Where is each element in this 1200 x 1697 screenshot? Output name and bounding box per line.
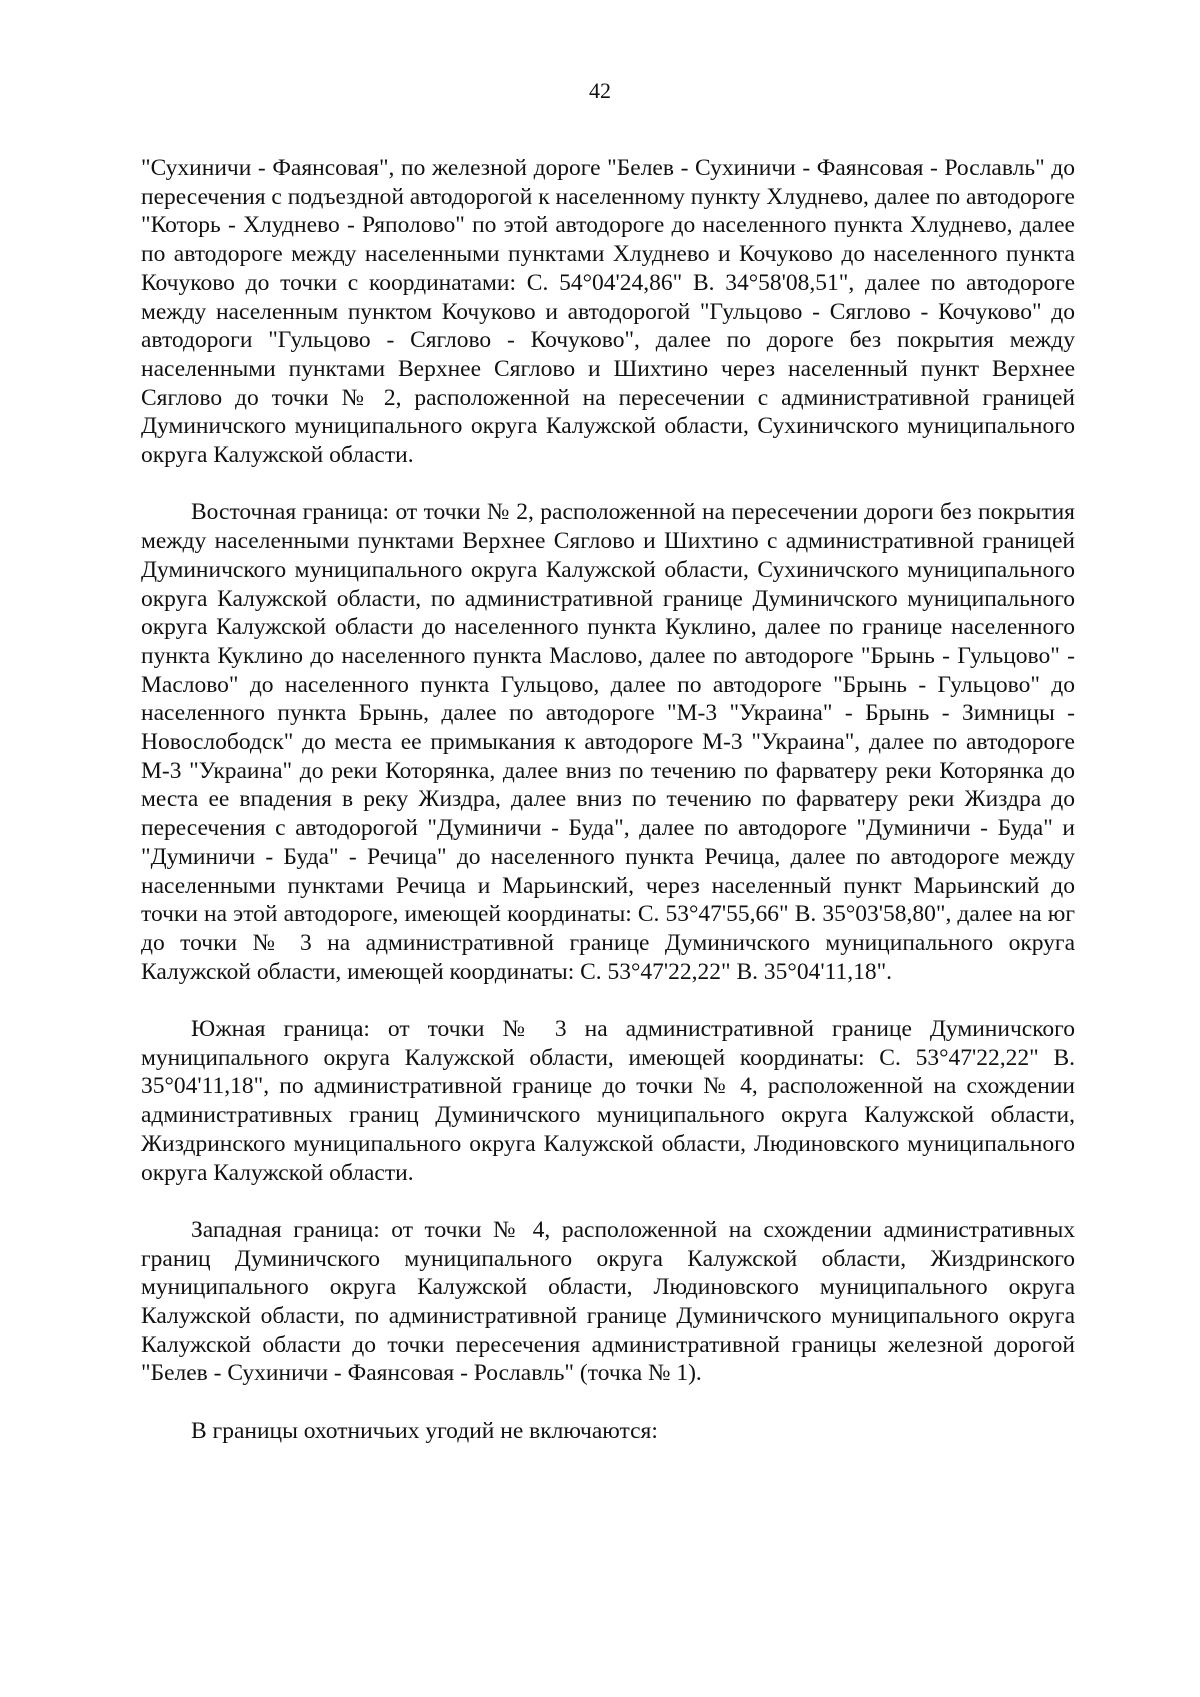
paragraph-western-border: Западная граница: от точки № 4, расположенной на схождении административных границ Думиничского муниципального округа Калужской области, Жиздринского муниципального округа Калужской области, Людиновского муниципального округа Калужской области, по административной границе Думиничского муниципального округа Калужской области до точки пересечения административной границы железной дорогой "Белев - Сухиничи - Фаянсовая - Рославль" (точка № 1). — [141, 1216, 1075, 1387]
paragraph-eastern-border: Восточная граница: от точки № 2, расположенной на пересечении дороги без покрытия между населенными пунктами Верхнее Сяглово и Шихтино с административной границей Думиничского муниципального округа Калужской области, Сухиничского муниципального округа Калужской области, по административной границе Думиничского муниципального округа Калужской области до населенного пункта Куклино, далее по границе населенного пункта Куклино до населенного пункта Маслово, далее по автодороге "Брынь - Гульцово" - Маслово" до населенного пункта Гульцово, далее по автодороге "Брынь - Гульцово" до населенного пункта Брынь, далее по автодороге "М-3 "Украина" - Брынь - Зимницы - Новослободск" до места ее примыкания к автодороге М-3 "Украина", далее по автодороге М-3 "Украина" до реки Которянка, далее вниз по течению по фарватеру реки Которянка до места ее впадения в реку Жиздра, далее вниз по течению по фарватеру реки Жиздра до пересечения с автодорогой "Думиничи - Буда", далее по автодороге "Думиничи - Буда" и "Думиничи - Буда" - Речица" до населенного пункта Речица, далее по автодороге между населенными пунктами Речица и Марьинский, через населенный пункт Марьинский до точки на этой автодороге, имеющей координаты: С. 53°47'55,66" В. 35°03'58,80", далее на юг до точки № 3 на административной границе Думиничского муниципального округа Калужской области, имеющей координаты: С. 53°47'22,22" В. 35°04'11,18". — [141, 499, 1075, 985]
paragraph-spacer — [141, 986, 1075, 1015]
document-body — [141, 154, 1075, 1446]
paragraph-spacer — [141, 1187, 1075, 1216]
page-number: 42 — [589, 78, 611, 103]
paragraph-continuation: "Сухиничи - Фаянсовая", по железной дороге "Белев - Сухиничи - Фаянсовая - Рославль" до пересечения с подъездной автодорогой к населенному пункту Хлуднево, далее по автодороге "Которь - Хлуднево - Ряполово" по этой автодороге до населенного пункта Хлуднево, далее по автодороге между населенными пунктами Хлуднево и Кочуково до населенного пункта Кочуково до точки с координатами: С. 54°04'24,86" В. 34°58'08,51", далее по автодороге между населенным пунктом Кочуково и автодорогой "Гульцово - Сяглово - Кочуково" до автодороги "Гульцово - Сяглово - Кочуково", далее по дороге без покрытия между населенными пунктами Верхнее Сяглово и Шихтино через населенный пункт Верхнее Сяглово до точки № 2, расположенной на пересечении с административной границей Думиничского муниципального округа Калужской области, Сухиничского муниципального округа Калужской области. — [141, 155, 1075, 469]
paragraph-spacer — [141, 1388, 1075, 1417]
paragraph-spacer — [141, 470, 1075, 499]
paragraph-exclusions-intro: В границы охотничьих угодий не включаются: — [191, 1417, 658, 1444]
paragraph-southern-border: Южная граница: от точки № 3 на административной границе Думиничского муниципального округа Калужской области, имеющей координаты: С. 53°47'22,22" В. 35°04'11,18", по административной границе до точки № 4, расположенной на схождении административных границ Думиничского муниципального округа Калужской области, Жиздринского муниципального округа Калужской области, Людиновского муниципального округа Калужской области. — [141, 1016, 1075, 1186]
